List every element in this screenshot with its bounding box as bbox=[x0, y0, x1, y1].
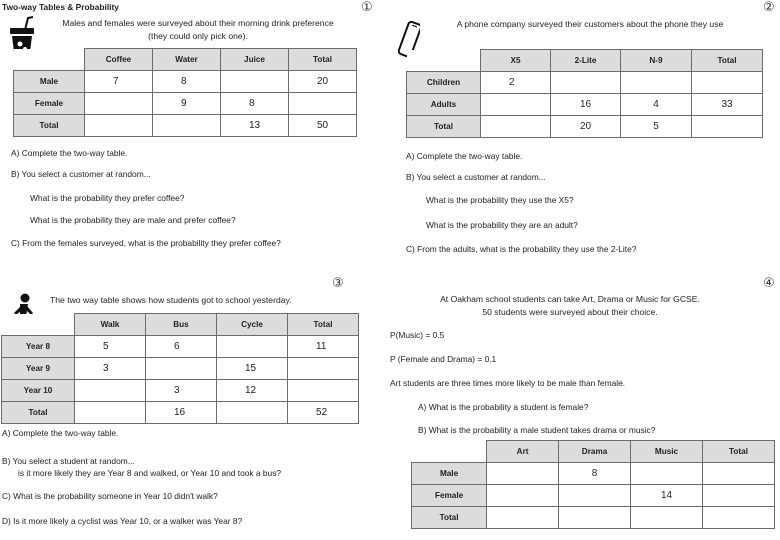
q3-cell[interactable]: 12 bbox=[217, 380, 288, 402]
q2-part-c: C) From the adults, what is the probability they use the 2-Lite? bbox=[406, 244, 637, 254]
q2-part-b1: What is the probability they use the X5? bbox=[426, 195, 574, 205]
table-row bbox=[2, 402, 359, 424]
q1-intro-line1: Males and females were surveyed about their morning drink preference bbox=[62, 18, 334, 28]
q3-row-header: Year 9 bbox=[2, 358, 75, 380]
q3-cell[interactable] bbox=[146, 358, 217, 380]
q2-cell[interactable] bbox=[481, 94, 551, 116]
q1-part-b1: What is the probability they prefer coffee? bbox=[30, 193, 185, 203]
q1-cell[interactable]: 8 bbox=[153, 71, 221, 93]
q4-cell[interactable] bbox=[703, 485, 775, 507]
q1-part-b2: What is the probability they are male and prefer coffee? bbox=[30, 215, 236, 225]
q3-part-a: A) Complete the two-way table. bbox=[2, 428, 119, 438]
table-row bbox=[14, 71, 357, 93]
q2-col-header: N-9 bbox=[621, 50, 692, 72]
q4-cell[interactable] bbox=[631, 463, 703, 485]
q2-cell[interactable] bbox=[481, 116, 551, 138]
q1-cell[interactable] bbox=[85, 93, 153, 115]
q1-table bbox=[13, 48, 357, 137]
q1-part-a: A) Complete the two-way table. bbox=[11, 148, 128, 158]
q1-col-header: Total bbox=[289, 49, 357, 71]
q3-cell[interactable] bbox=[288, 380, 359, 402]
table-row bbox=[407, 72, 763, 94]
q1-part-c: C) From the females surveyed, what is the probability they prefer coffee? bbox=[11, 238, 281, 248]
table-row bbox=[2, 336, 359, 358]
q2-cell[interactable]: 20 bbox=[551, 116, 621, 138]
q4-col-header: Total bbox=[703, 441, 775, 463]
q1-row-header: Total bbox=[14, 115, 85, 137]
q1-header-row bbox=[14, 49, 357, 71]
q3-cell[interactable]: 3 bbox=[75, 358, 146, 380]
q3-row-header: Year 10 bbox=[2, 380, 75, 402]
q4-cell[interactable] bbox=[703, 507, 775, 529]
q2-cell[interactable]: 16 bbox=[551, 94, 621, 116]
q4-part-b: B) What is the probability a male student takes drama or music? bbox=[418, 425, 656, 435]
q2-part-b: B) You select a customer at random... bbox=[406, 172, 546, 182]
q4-given-3: Art students are three times more likely to be male than female. bbox=[390, 378, 626, 388]
table-row bbox=[412, 463, 775, 485]
q3-cell[interactable]: 11 bbox=[288, 336, 359, 358]
q4-col-header: Drama bbox=[559, 441, 631, 463]
q2-row-header: Total bbox=[407, 116, 481, 138]
q4-intro-line2: 50 students were surveyed about their choice. bbox=[482, 307, 658, 317]
q2-part-a: A) Complete the two-way table. bbox=[406, 151, 523, 161]
q4-col-header: Music bbox=[631, 441, 703, 463]
q1-row-header: Female bbox=[14, 93, 85, 115]
q1-cell[interactable]: 9 bbox=[153, 93, 221, 115]
q4-given-1: P(Music) = 0.5 bbox=[390, 330, 445, 340]
q2-cell[interactable]: 2 bbox=[481, 72, 551, 94]
q3-part-b1: is it more likely they are Year 8 and walked, or Year 10 and took a bus? bbox=[18, 468, 282, 478]
q3-cell[interactable]: 52 bbox=[288, 402, 359, 424]
table-row bbox=[407, 94, 763, 116]
q3-header-row bbox=[2, 314, 359, 336]
q4-cell[interactable] bbox=[631, 507, 703, 529]
q4-part-a: A) What is the probability a student is female? bbox=[418, 402, 589, 412]
table-row bbox=[2, 380, 359, 402]
q3-cell[interactable]: 5 bbox=[75, 336, 146, 358]
q2-col-header: Total bbox=[692, 50, 763, 72]
q4-intro-line1: At Oakham school students can take Art, Drama or Music for GCSE. bbox=[440, 294, 700, 304]
q2-cell[interactable] bbox=[692, 72, 763, 94]
q2-header-row bbox=[407, 50, 763, 72]
q2-row-header: Adults bbox=[407, 94, 481, 116]
q4-row-header: Male bbox=[412, 463, 487, 485]
q4-row-header: Total bbox=[412, 507, 487, 529]
q4-corner bbox=[412, 441, 487, 463]
q2-part-b2: What is the probability they are an adult? bbox=[426, 220, 578, 230]
q1-cell[interactable]: 7 bbox=[85, 71, 153, 93]
q4-cell[interactable]: 14 bbox=[631, 485, 703, 507]
q3-cell[interactable] bbox=[217, 402, 288, 424]
q1-cell[interactable] bbox=[289, 93, 357, 115]
table-row bbox=[412, 507, 775, 529]
q2-corner bbox=[407, 50, 481, 72]
q3-cell[interactable]: 15 bbox=[217, 358, 288, 380]
q3-cell[interactable]: 6 bbox=[146, 336, 217, 358]
q4-cell[interactable] bbox=[487, 507, 559, 529]
q1-cell[interactable]: 8 bbox=[221, 93, 289, 115]
q3-cell[interactable] bbox=[288, 358, 359, 380]
q3-corner bbox=[2, 314, 75, 336]
q3-part-d: D) Is it more likely a cyclist was Year 10, or a walker was Year 8? bbox=[2, 516, 243, 526]
q1-corner bbox=[14, 49, 85, 71]
q2-cell[interactable] bbox=[692, 116, 763, 138]
q3-table bbox=[1, 313, 359, 424]
q1-col-header: Juice bbox=[221, 49, 289, 71]
q3-col-header: Bus bbox=[146, 314, 217, 336]
q3-row-header: Total bbox=[2, 402, 75, 424]
q4-cell[interactable] bbox=[487, 485, 559, 507]
q2-row-header: Children bbox=[407, 72, 481, 94]
q2-table bbox=[406, 49, 763, 138]
table-row bbox=[2, 358, 359, 380]
q3-col-header: Walk bbox=[75, 314, 146, 336]
q3-cell[interactable] bbox=[217, 336, 288, 358]
q3-col-header: Cycle bbox=[217, 314, 288, 336]
q4-header-row bbox=[412, 441, 775, 463]
table-row bbox=[14, 93, 357, 115]
question-number-3: ③ bbox=[332, 276, 344, 291]
q1-row-header: Male bbox=[14, 71, 85, 93]
q3-cell[interactable] bbox=[75, 402, 146, 424]
question-number-4: ④ bbox=[763, 276, 775, 291]
q4-cell[interactable]: 8 bbox=[559, 463, 631, 485]
q1-col-header: Water bbox=[153, 49, 221, 71]
q3-cell[interactable] bbox=[75, 380, 146, 402]
q1-cell[interactable] bbox=[85, 115, 153, 137]
page-title: Two-way Tables & Probability bbox=[2, 2, 119, 12]
q3-row-header: Year 8 bbox=[2, 336, 75, 358]
q4-cell[interactable] bbox=[559, 485, 631, 507]
q2-cell[interactable] bbox=[551, 72, 621, 94]
q4-cell[interactable] bbox=[559, 507, 631, 529]
table-row bbox=[412, 485, 775, 507]
table-row bbox=[14, 115, 357, 137]
q2-cell[interactable]: 4 bbox=[621, 94, 692, 116]
q4-col-header: Art bbox=[487, 441, 559, 463]
q2-cell[interactable] bbox=[621, 72, 692, 94]
q4-cell[interactable] bbox=[703, 463, 775, 485]
q1-cell[interactable]: 20 bbox=[289, 71, 357, 93]
q3-cell[interactable]: 16 bbox=[146, 402, 217, 424]
table-row bbox=[407, 116, 763, 138]
q2-cell[interactable]: 33 bbox=[692, 94, 763, 116]
q1-cell[interactable]: 50 bbox=[289, 115, 357, 137]
q2-intro: A phone company surveyed their customers about the phone they use bbox=[456, 19, 724, 29]
q3-intro: The two way table shows how students got to school yesterday. bbox=[50, 295, 292, 305]
q3-col-header: Total bbox=[288, 314, 359, 336]
q1-col-header: Coffee bbox=[85, 49, 153, 71]
q1-intro-line2: (they could only pick one). bbox=[148, 31, 248, 41]
q1-part-b: B) You select a customer at random... bbox=[11, 169, 151, 179]
q4-row-header: Female bbox=[412, 485, 487, 507]
q4-table bbox=[411, 440, 775, 529]
q2-cell[interactable]: 5 bbox=[621, 116, 692, 138]
q4-given-2: P (Female and Drama) = 0.1 bbox=[390, 354, 497, 364]
question-number-2: ② bbox=[763, 0, 775, 15]
question-number-1: ① bbox=[361, 0, 373, 15]
q3-part-c: C) What is the probability someone in Year 10 didn't walk? bbox=[2, 491, 218, 501]
q2-col-header: X5 bbox=[481, 50, 551, 72]
q1-cell[interactable] bbox=[153, 115, 221, 137]
q1-cell[interactable] bbox=[221, 71, 289, 93]
q4-cell[interactable] bbox=[487, 463, 559, 485]
q3-cell[interactable]: 3 bbox=[146, 380, 217, 402]
q2-col-header: 2-Lite bbox=[551, 50, 621, 72]
q3-part-b: B) You select a student at random... bbox=[2, 456, 135, 466]
q1-cell[interactable]: 13 bbox=[221, 115, 289, 137]
